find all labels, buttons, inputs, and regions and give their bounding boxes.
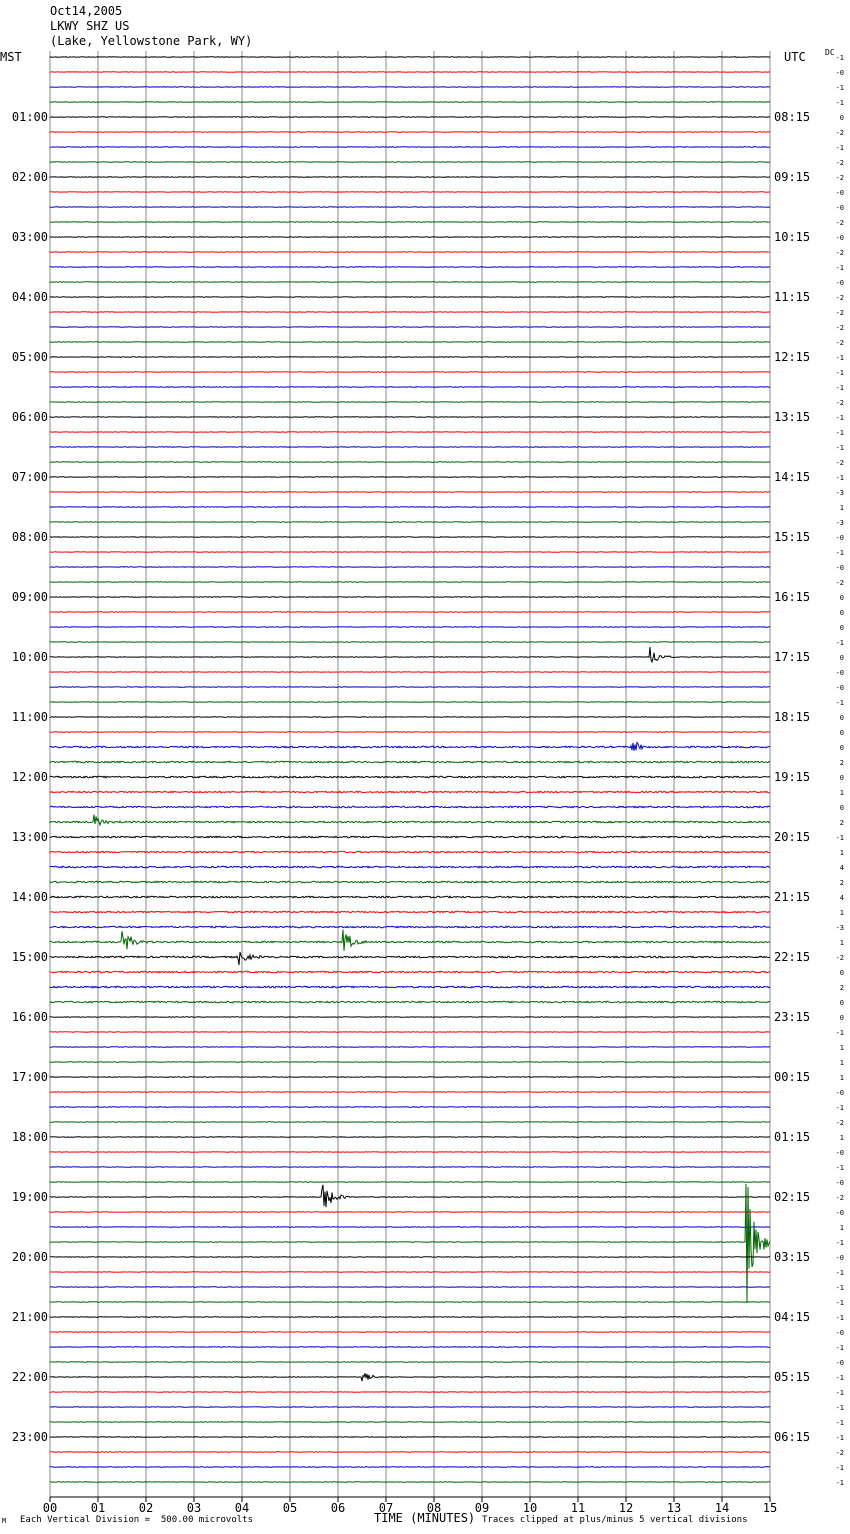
dc-offset-value: -1: [835, 1344, 844, 1352]
dc-offset-value: 0: [839, 969, 844, 977]
dc-offset-value: -1: [835, 1374, 844, 1382]
left-hour-label: 15:00: [11, 950, 48, 964]
left-hour-label: 07:00: [11, 470, 48, 484]
dc-offset-value: -2: [835, 1194, 844, 1202]
trace-row: [50, 815, 770, 825]
dc-offset-value: -1: [835, 1299, 844, 1307]
dc-offset-value: -1: [835, 429, 844, 437]
trace-row: [50, 761, 770, 763]
trace-row: [50, 791, 770, 793]
left-hour-label: 05:00: [11, 350, 48, 364]
right-hour-label: 08:15: [774, 110, 811, 124]
left-hour-label: 20:00: [11, 1250, 48, 1264]
dc-offset-value: -3: [835, 519, 844, 527]
trace-row: [50, 297, 770, 298]
dc-offset-value: 0: [839, 774, 844, 782]
dc-offset-value: -1: [835, 1419, 844, 1427]
dc-offset-value: -1: [835, 1269, 844, 1277]
trace-row: [50, 1062, 770, 1063]
trace-row: [50, 417, 770, 418]
dc-offset-value: -1: [835, 639, 844, 647]
x-tick-label: 12: [618, 1501, 634, 1515]
dc-offset-value: -2: [835, 249, 844, 257]
dc-offset-value: -2: [835, 309, 844, 317]
dc-offset-value: -0: [835, 1089, 844, 1097]
clip-note: Traces clipped at plus/minus 5 vertical divisions: [482, 1515, 748, 1525]
trace-row: [50, 207, 770, 208]
trace-row: [50, 911, 770, 913]
trace-row: [50, 567, 770, 568]
trace-row: [50, 1092, 770, 1093]
right-hour-label: 02:15: [774, 1190, 811, 1204]
trace-row: [50, 1482, 770, 1483]
trace-row: [50, 732, 770, 733]
dc-offset-value: 0: [839, 594, 844, 602]
trace-row: [50, 312, 770, 313]
right-hour-label: 12:15: [774, 350, 811, 364]
trace-row: [50, 1032, 770, 1033]
trace-row: [50, 1422, 770, 1423]
trace-row: [50, 507, 770, 508]
dc-offset-value: -1: [835, 1029, 844, 1037]
trace-row: [50, 72, 770, 73]
dc-offset-value: -1: [835, 1284, 844, 1292]
trace-row: [50, 986, 770, 988]
trace-row: [50, 87, 770, 88]
dc-offset-value: 2: [839, 984, 844, 992]
dc-offset-value: -1: [835, 834, 844, 842]
dc-offset-value: 1: [839, 1224, 844, 1232]
dc-offset-value: -1: [835, 1314, 844, 1322]
trace-row: [50, 552, 770, 553]
dc-offset-value: -0: [835, 684, 844, 692]
trace-row: [50, 1257, 770, 1258]
dc-offset-value: 0: [839, 804, 844, 812]
right-hour-label: 14:15: [774, 470, 811, 484]
x-tick-label: 09: [474, 1501, 490, 1515]
trace-row: [50, 1152, 770, 1153]
left-hour-label: 16:00: [11, 1010, 48, 1024]
trace-row: [50, 971, 770, 973]
x-tick-label: 05: [282, 1501, 298, 1515]
dc-offset-value: -0: [835, 1149, 844, 1157]
dc-offset-value: -0: [835, 234, 844, 242]
right-hour-label: 06:15: [774, 1430, 811, 1444]
dc-offset-value: -1: [835, 1164, 844, 1172]
dc-offset-value: -0: [835, 204, 844, 212]
x-tick-label: 11: [570, 1501, 586, 1515]
trace-row: [50, 896, 770, 898]
x-tick-label: 13: [666, 1501, 682, 1515]
dc-offset-value: 0: [839, 729, 844, 737]
left-hour-label: 09:00: [11, 590, 48, 604]
dc-offset-value: 1: [839, 1134, 844, 1142]
dc-offset-value: -0: [835, 1209, 844, 1217]
left-hour-label: 12:00: [11, 770, 48, 784]
trace-row: [50, 1332, 770, 1333]
left-hour-label: 18:00: [11, 1130, 48, 1144]
trace-row: [50, 851, 770, 853]
trace-row: [50, 1047, 770, 1048]
trace-row: [50, 402, 770, 403]
x-axis-title: TIME (MINUTES): [374, 1511, 476, 1525]
dc-offset-value: 0: [839, 744, 844, 752]
trace-row: [50, 342, 770, 343]
left-hour-label: 22:00: [11, 1370, 48, 1384]
right-hour-label: 15:15: [774, 530, 811, 544]
dc-offset-value: 1: [839, 1074, 844, 1082]
dc-offset-value: -1: [835, 144, 844, 152]
left-hour-label: 14:00: [11, 890, 48, 904]
right-hour-label: 11:15: [774, 290, 811, 304]
trace-row: [50, 1137, 770, 1138]
right-hour-label: 01:15: [774, 1130, 811, 1144]
dc-offset-value: -1: [835, 1104, 844, 1112]
trace-row: [50, 776, 770, 778]
trace-row: [50, 1212, 770, 1213]
trace-row: [50, 702, 770, 703]
trace-row: [50, 237, 770, 238]
trace-row: [50, 1362, 770, 1363]
dc-offset-value: -0: [835, 1329, 844, 1337]
dc-offset-value: 4: [839, 894, 844, 902]
trace-row: [50, 102, 770, 103]
header-location: (Lake, Yellowstone Park, WY): [50, 34, 253, 48]
right-hour-label: 18:15: [774, 710, 811, 724]
dc-offset-value: -2: [835, 579, 844, 587]
left-hour-label: 08:00: [11, 530, 48, 544]
left-hour-label: 04:00: [11, 290, 48, 304]
dc-offset-value: -2: [835, 339, 844, 347]
trace-row: [50, 522, 770, 523]
trace-row: [50, 282, 770, 283]
left-hour-label: 01:00: [11, 110, 48, 124]
trace-row: [50, 866, 770, 868]
dc-offset-value: -1: [835, 1389, 844, 1397]
x-tick-label: 00: [42, 1501, 58, 1515]
trace-row: [50, 1317, 770, 1318]
dc-offset-value: -3: [835, 489, 844, 497]
dc-offset-value: -0: [835, 279, 844, 287]
dc-offset-value: -0: [835, 669, 844, 677]
dc-offset-value: -1: [835, 354, 844, 362]
trace-row: [50, 1467, 770, 1468]
left-hour-label: 10:00: [11, 650, 48, 664]
dc-offset-value: -1: [835, 549, 844, 557]
trace-row: [50, 492, 770, 493]
trace-row: [50, 162, 770, 163]
trace-row: [50, 267, 770, 268]
dc-offset-value: -1: [835, 1434, 844, 1442]
dc-offset-value: -2: [835, 459, 844, 467]
left-hour-label: 03:00: [11, 230, 48, 244]
dc-offset-value: -2: [835, 159, 844, 167]
right-hour-label: 20:15: [774, 830, 811, 844]
trace-row: [50, 806, 770, 808]
trace-row: [50, 836, 770, 838]
trace-row: [50, 1437, 770, 1438]
x-tick-label: 15: [762, 1501, 778, 1515]
dc-offset-value: 1: [839, 504, 844, 512]
dc-offset-value: -1: [835, 1464, 844, 1472]
dc-offset-value: 0: [839, 999, 844, 1007]
dc-offset-value: -2: [835, 324, 844, 332]
dc-offset-value: 2: [839, 759, 844, 767]
trace-row: [50, 1407, 770, 1408]
trace-row: [50, 1185, 770, 1207]
right-hour-label: 09:15: [774, 170, 811, 184]
x-tick-label: 02: [138, 1501, 154, 1515]
trace-row: [50, 192, 770, 193]
trace-row: [50, 1392, 770, 1393]
x-tick-label: 10: [522, 1501, 538, 1515]
x-tick-label: 03: [186, 1501, 202, 1515]
trace-row: [50, 117, 770, 118]
header-date: Oct14,2005: [50, 4, 123, 18]
x-tick-label: 06: [330, 1501, 346, 1515]
left-hour-label: 17:00: [11, 1070, 48, 1084]
dc-offset-value: -0: [835, 69, 844, 77]
trace-row: [50, 222, 770, 223]
dc-offset-value: -2: [835, 954, 844, 962]
trace-row: [50, 717, 770, 718]
dc-offset-value: -2: [835, 1119, 844, 1127]
dc-offset-value: -1: [835, 699, 844, 707]
right-hour-label: 23:15: [774, 1010, 811, 1024]
dc-offset-value: -0: [835, 1179, 844, 1187]
trace-row: [50, 1017, 770, 1018]
dc-offset-value: 4: [839, 864, 844, 872]
trace-row: [50, 1452, 770, 1453]
left-hour-label: 19:00: [11, 1190, 48, 1204]
trace-row: [50, 57, 770, 58]
header-station: LKWY SHZ US: [50, 19, 130, 33]
dc-offset-value: 2: [839, 819, 844, 827]
right-timezone-label: UTC: [784, 50, 806, 64]
dc-offset-value: -0: [835, 534, 844, 542]
dc-offset-value: 1: [839, 939, 844, 947]
trace-row: [50, 387, 770, 388]
dc-label: DC: [825, 48, 835, 57]
x-tick-label: 04: [234, 1501, 250, 1515]
left-hour-label: 21:00: [11, 1310, 48, 1324]
trace-row: [50, 462, 770, 463]
x-tick-label: 01: [90, 1501, 106, 1515]
trace-row: [50, 1077, 770, 1078]
trace-row: [50, 952, 770, 965]
trace-row: [50, 1184, 770, 1303]
x-tick-label: 07: [378, 1501, 394, 1515]
trace-row: [50, 1107, 770, 1108]
right-hour-label: 05:15: [774, 1370, 811, 1384]
trace-row: [50, 1302, 770, 1303]
trace-row: [50, 1001, 770, 1003]
trace-row: [50, 1122, 770, 1123]
scale-note: Each Vertical Division = 500.00 microvolts: [20, 1515, 253, 1525]
dc-offset-value: 0: [839, 624, 844, 632]
dc-offset-value: -2: [835, 129, 844, 137]
right-hour-label: 10:15: [774, 230, 811, 244]
dc-offset-value: -1: [835, 264, 844, 272]
left-hour-label: 02:00: [11, 170, 48, 184]
dc-offset-value: 0: [839, 654, 844, 662]
right-hour-label: 19:15: [774, 770, 811, 784]
trace-row: [50, 357, 770, 358]
dc-offset-value: -3: [835, 924, 844, 932]
trace-row: [50, 612, 770, 613]
dc-offset-value: -0: [835, 1254, 844, 1262]
trace-row: [50, 672, 770, 673]
right-hour-label: 00:15: [774, 1070, 811, 1084]
trace-row: [50, 1287, 770, 1288]
dc-offset-value: -0: [835, 189, 844, 197]
dc-offset-value: -1: [835, 84, 844, 92]
dc-offset-value: -0: [835, 1359, 844, 1367]
dc-offset-value: 1: [839, 909, 844, 917]
trace-row: [50, 1167, 770, 1168]
right-hour-label: 13:15: [774, 410, 811, 424]
dc-offset-value: 1: [839, 789, 844, 797]
trace-row: [50, 147, 770, 148]
right-hour-label: 21:15: [774, 890, 811, 904]
left-hour-label: 23:00: [11, 1430, 48, 1444]
trace-row: [50, 132, 770, 133]
dc-offset-value: -1: [835, 444, 844, 452]
right-hour-label: 16:15: [774, 590, 811, 604]
dc-offset-value: 0: [839, 609, 844, 617]
trace-row: [50, 1347, 770, 1348]
trace-row: [50, 743, 770, 751]
trace-row: [50, 597, 770, 598]
dc-offset-value: 0: [839, 1014, 844, 1022]
x-tick-label: 08: [426, 1501, 442, 1515]
dc-offset-value: -1: [835, 1404, 844, 1412]
trace-row: [50, 1182, 770, 1183]
dc-offset-value: -2: [835, 174, 844, 182]
trace-row: [50, 1272, 770, 1273]
dc-offset-value: -2: [835, 219, 844, 227]
trace-row: [50, 327, 770, 328]
dc-offset-value: 0: [839, 714, 844, 722]
left-hour-label: 06:00: [11, 410, 48, 424]
dc-offset-value: -1: [835, 384, 844, 392]
trace-row: [50, 582, 770, 583]
x-tick-label: 14: [714, 1501, 730, 1515]
dc-offset-value: -1: [835, 474, 844, 482]
trace-row: [50, 1227, 770, 1228]
right-hour-label: 22:15: [774, 950, 811, 964]
dc-offset-value: 0: [839, 114, 844, 122]
right-hour-label: 04:15: [774, 1310, 811, 1324]
dc-offset-value: 1: [839, 1059, 844, 1067]
trace-row: [50, 930, 770, 951]
dc-offset-value: -1: [835, 1239, 844, 1247]
left-timezone-label: MST: [0, 50, 22, 64]
dc-offset-value: 1: [839, 1044, 844, 1052]
trace-row: [50, 647, 770, 662]
dc-offset-value: 2: [839, 879, 844, 887]
dc-offset-value: -1: [835, 54, 844, 62]
dc-offset-value: -1: [835, 414, 844, 422]
dc-offset-value: -1: [835, 99, 844, 107]
dc-offset-value: -2: [835, 399, 844, 407]
dc-offset-value: -1: [835, 369, 844, 377]
dc-offset-value: 1: [839, 849, 844, 857]
trace-row: [50, 432, 770, 433]
dc-offset-value: -2: [835, 1449, 844, 1457]
dc-offset-value: -2: [835, 294, 844, 302]
right-hour-label: 17:15: [774, 650, 811, 664]
dc-offset-value: -1: [835, 1479, 844, 1487]
trace-row: [50, 642, 770, 643]
left-hour-label: 13:00: [11, 830, 48, 844]
trace-row: [50, 477, 770, 478]
trace-row: [50, 177, 770, 178]
trace-row: [50, 372, 770, 373]
trace-row: [50, 447, 770, 448]
corner-mark: M: [2, 1517, 7, 1525]
trace-row: [50, 881, 770, 883]
trace-row: [50, 252, 770, 253]
left-hour-label: 11:00: [11, 710, 48, 724]
right-hour-label: 03:15: [774, 1250, 811, 1264]
dc-offset-value: -0: [835, 564, 844, 572]
trace-row: [50, 537, 770, 538]
trace-row: [50, 926, 770, 928]
trace-row: [50, 627, 770, 628]
trace-row: [50, 687, 770, 688]
trace-row: [50, 1373, 770, 1381]
